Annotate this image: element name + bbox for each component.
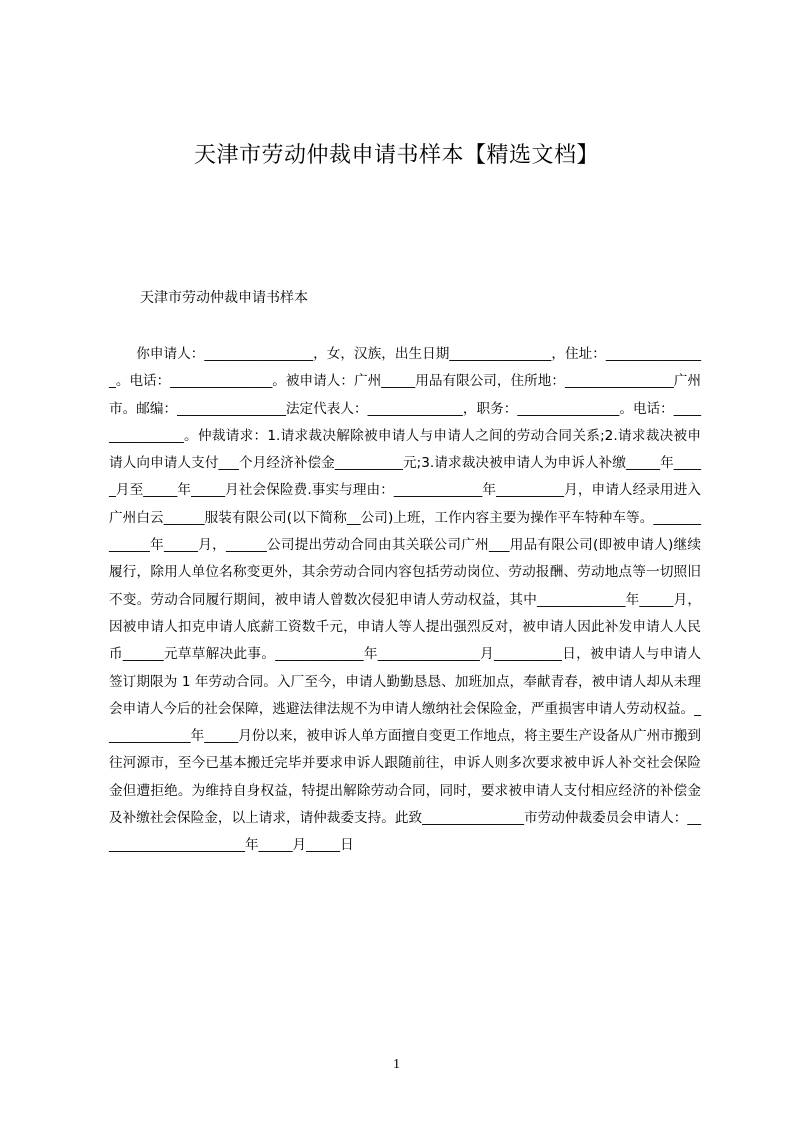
page-number: 1 [393, 1057, 400, 1072]
document-body: 你申请人：________________，女，汉族，出生日期_______________，住址：_______________。电话：_______________。被申请人：广州_____用品有限公司，住所地：________________广州市。邮编：________________法定代表人：______________，职务：_______________。电话：_______________。仲裁请求：1.请求裁决解除被申请人与申请人之间的劳动合同关系;2.请求裁决被申请人向申请人支付___个月经济补偿金__________元;3.请求裁决被申请人为申诉人补缴_____年_____月至_____年_____月社会保险费.事实与理由：_____________年__________月，申请人经录用进入广州白云______服装有限公司(以下简称__公司)上班，工作内容主要为操作平车特种车等。_____________年_____月，______公司提出劳动合同由其关联公司广州___用品有限公司(即被申请人)继续履行，除用人单位名称变更外，其余劳动合同内容包括劳动岗位、劳动报酬、劳动地点等一切照旧不变。劳动合同履行期间，被申请人曾数次侵犯申请人劳动权益，其中_____________年_____月，因被申请人扣克申请人底薪工资数千元，申请人等人提出强烈反对，被申请人因此补发申请人人民币______元草草解决此事。_____________年_______________月__________日，被申请人与申请人签订期限为 1 年劳动合同。入厂至今，申请人勤勤恳恳、加班加点，奉献青春，被申请人却从未理会申请人今后的社会保障，逃避法律法规不为申请人缴纳社会保险金，严重损害申请人劳动权益。_____________年_____月份以来，被申诉人单方面擅自变更工作地点，将主要生产设备从广州市搬到往河源市，至今已基本搬迁完毕并要求申诉人跟随前往，申诉人则多次要求被申诉人补交社会保险金但遭拒绝。为维持自身权益，特提出解除劳动合同，同时，要求被申请人支付相应经济的补偿金及补缴社会保险金，以上请求，请仲裁委支持。此致_______________市劳动仲裁委员会申请人：______________________年_____月_____日 [109, 346, 701, 854]
document-title: 天津市劳动仲裁申请书样本【精选文档】 [193, 143, 599, 168]
document-subtitle: 天津市劳动仲裁申请书样本 [140, 290, 308, 306]
